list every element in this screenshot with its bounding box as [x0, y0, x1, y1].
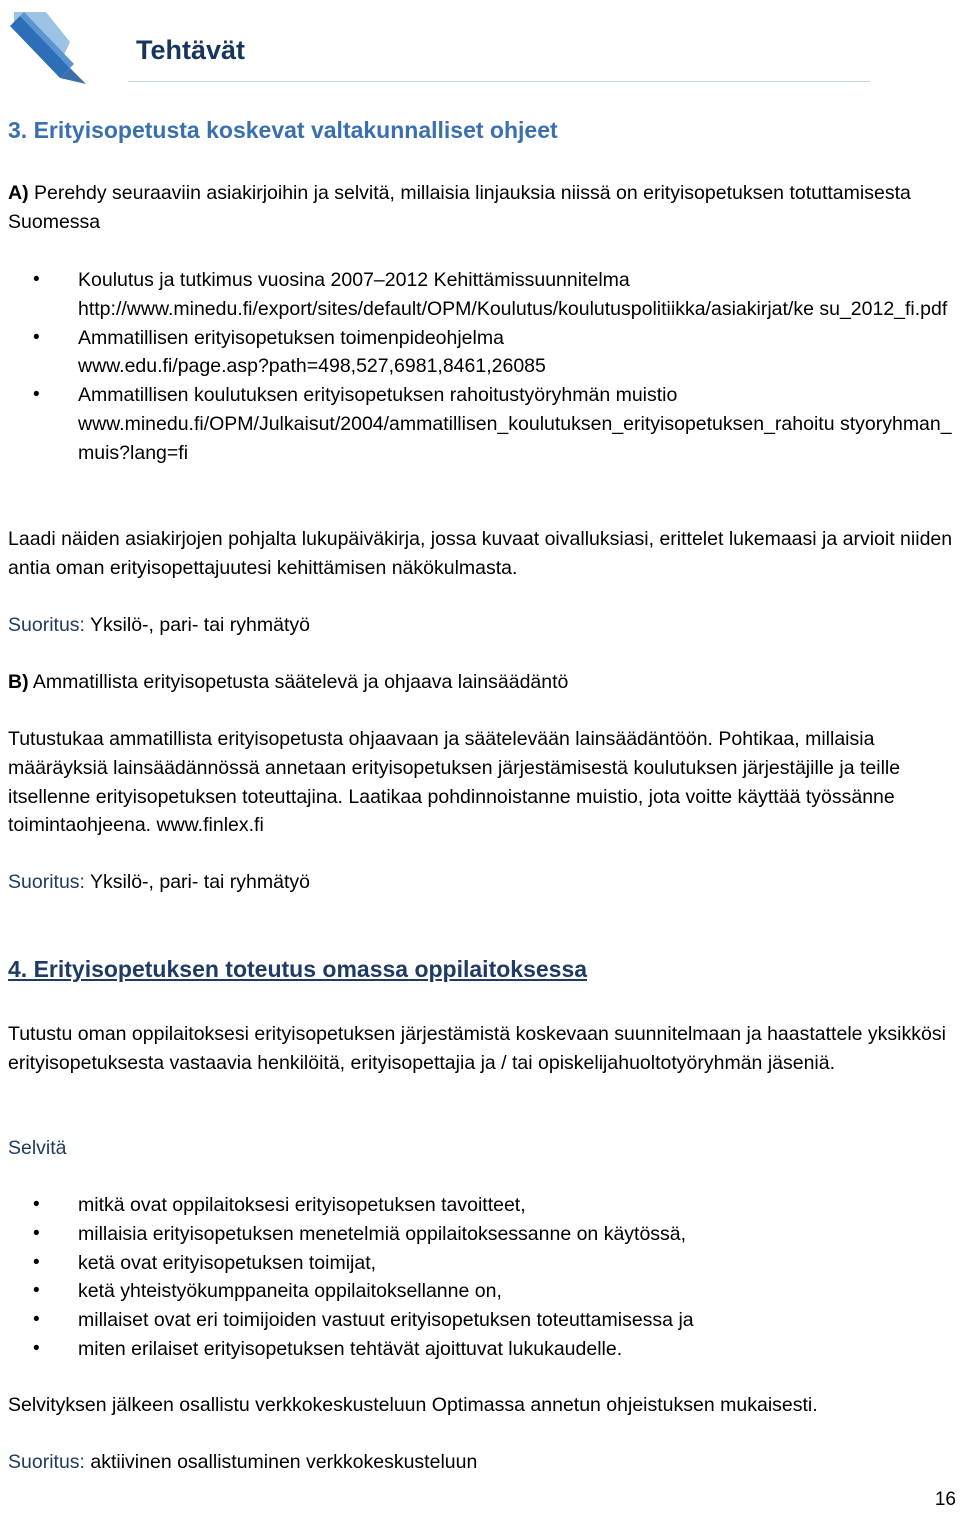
suoritus-label: Suoritus: [8, 614, 85, 636]
section-4-after: Selvityksen jälkeen osallistu verkkokeskusteluun Optimassa annetun ohjeistuksen mukaisesti. [8, 1394, 818, 1416]
suoritus-label: Suoritus: [8, 871, 85, 893]
list-item: • millaisia erityisopetuksen menetelmiä oppilaitoksessanne on käytössä, [8, 1220, 960, 1249]
document-list [8, 266, 956, 468]
section-4-suoritus: Suoritus: aktiivinen osallistuminen verkkokeskusteluun [8, 1451, 478, 1473]
b-label: B) [8, 671, 29, 693]
a-text: Perehdy seuraaviin asiakirjoihin ja selvitä, millaisia linjauksia niissä on erityisopetuksen totuttamisesta Suomessa [8, 182, 911, 233]
a-label: A) [8, 182, 29, 204]
section-3b-task: Tutustukaa ammatillista erityisopetusta ohjaavaan ja säätelevään lainsäädäntöön. Pohtikaa, millaisia määräyksiä lainsäädännössä annetaan erityisopetuksen järjestämisestä koulutuksen järjestäjille ja teille itsellenne erityisopetuksen toteuttajina. Laatikaa pohdinnoistanne muistio, jota voitte käyttää työssänne toimintaohjeena. www.finlex.fi [8, 728, 901, 837]
list-item: • miten erilaiset erityisopetuksen tehtävät ajoittuvat lukukaudelle. [8, 1335, 960, 1364]
document-link[interactable]: http://www.minedu.fi/export/sites/default/OPM/Koulutus/koulutuspolitiikka/asiakirjat/ke su_2012_fi.pdf [78, 297, 948, 320]
document-link[interactable]: www.minedu.fi/OPM/Julkaisut/2004/ammatillisen_koulutuksen_erityisopetuksen_rahoitu styoryhman_muis?lang=fi [78, 412, 952, 464]
list-item: • Ammatillisen koulutuksen erityisopetuksen rahoitustyöryhmän muistio www.minedu.fi/OPM/Julkaisut/2004/ammatillisen_koulutuksen_erityisopetuksen_rahoitu styoryhman_muis?lang=fi [8, 381, 956, 467]
pencil-icon [6, 6, 92, 86]
section-3-heading: 3. Erityisopetusta koskevat valtakunnalliset ohjeet [8, 117, 558, 143]
section-3b-suoritus: Suoritus: Yksilö-, pari- tai ryhmätyö [8, 871, 310, 893]
list-item: • Ammatillisen erityisopetuksen toimenpideohjelma www.edu.fi/page.asp?path=498,527,6981,8461,26085 [8, 324, 956, 382]
selvita-list [8, 1191, 960, 1364]
section-3a-task: Laadi näiden asiakirjojen pohjalta lukupäiväkirja, jossa kuvaat oivalluksiasi, erittelet lukemaasi ja arvioit niiden antia oman erityisopettajuutesi kehittämisen näkökulmasta. [8, 528, 953, 579]
list-item: • ketä yhteistyökumppaneita oppilaitoksellanne on, [8, 1277, 960, 1306]
document-link[interactable]: www.edu.fi/page.asp?path=498,527,6981,8461,26085 [78, 355, 546, 378]
list-item: • ketä ovat erityisopetuksen toimijat, [8, 1249, 960, 1278]
section-3a-intro [8, 179, 960, 237]
section-4-heading: 4. Erityisopetuksen toteutus omassa oppilaitoksessa [8, 956, 588, 982]
section-4-intro: Tutustu oman oppilaitoksesi erityisopetuksen järjestämistä koskevaan suunnitelmaan ja haastattele yksikkösi erityisopetuksesta vastaavia henkilöitä, erityisopettajia ja / tai opiskelijahuoltotyöryhmän jäseniä. [8, 1023, 946, 1074]
list-item: • mitkä ovat oppilaitoksesi erityisopetuksen tavoitteet, [8, 1191, 960, 1220]
page-number: 16 [934, 1489, 956, 1510]
list-item: • Koulutus ja tutkimus vuosina 2007–2012 Kehittämissuunnitelma http://www.minedu.fi/export/sites/default/OPM/Koulutus/koulutuspolitiikka/asiakirjat/ke su_2012_fi.pdf [8, 266, 956, 324]
header-title: Tehtävät [136, 35, 246, 65]
section-3a-suoritus: Suoritus: Yksilö-, pari- tai ryhmätyö [8, 614, 310, 636]
list-item: • millaiset ovat eri toimijoiden vastuut erityisopetuksen toteuttamisessa ja [8, 1306, 960, 1335]
selvita-label: Selvitä [8, 1137, 67, 1159]
header-divider [128, 81, 870, 82]
section-3b-intro: B) Ammatillista erityisopetusta säätelevä ja ohjaava lainsäädäntö [8, 671, 569, 693]
suoritus-label: Suoritus: [8, 1451, 85, 1473]
